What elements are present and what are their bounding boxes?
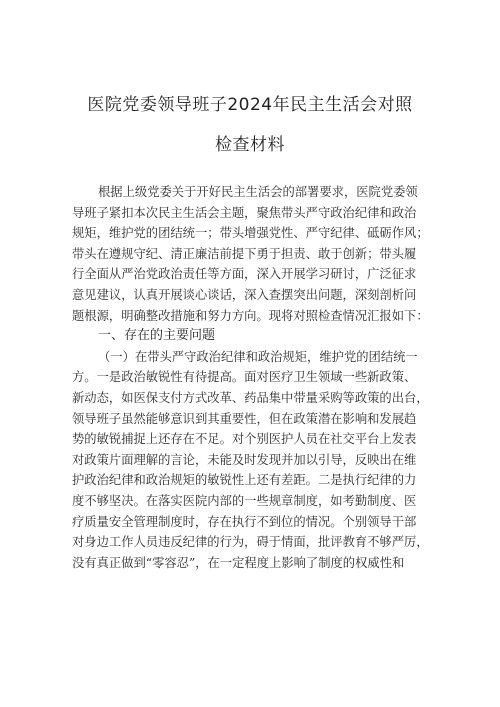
section-line: 没有真正做到“零容忍”，在一定程度上影响了制度的权威性和 [72, 555, 405, 570]
section-line: 领导班子虽然能够意识到其重要性，但在政策潜在影响和发展趋 [72, 411, 417, 426]
document-title-line1: 医院党委领导班子2024年民主生活会对照 [87, 95, 413, 115]
section-line: 度不够坚决。在落实医院内部的一些规章制度，如考勤制度、医 [72, 493, 417, 508]
intro-line: 根据上级党委关于开好民主生活会的部署要求，医院党委领 [98, 185, 418, 199]
section-line: 势的敏锐捕捉上还存在不足。对个别医护人员在社交平台上发表 [72, 432, 417, 447]
section-line: （一）在带头严守政治纪律和政治规矩，维护党的团结统一 [98, 349, 418, 364]
section-heading: 一、存在的主要问题 [98, 328, 216, 344]
intro-line: 带头在遵规守纪、清正廉洁前提下勇于担责、敢于创新；带头履 [72, 246, 417, 261]
document-title-line2: 检查材料 [215, 135, 285, 155]
section-line: 对身边工作人员违反纪律的行为，碍于情面，批评教育不够严厉， [72, 535, 429, 550]
intro-line: 规矩，维护党的团结统一；带头增强党性、严守纪律、砥砺作风； [72, 226, 429, 241]
intro-line: 行全面从严治党政治责任等方面，深入开展学习研讨，广泛征求 [72, 267, 417, 282]
intro-line: 导班子紧扣本次民主生活会主题，聚焦带头严守政治纪律和政治 [72, 205, 417, 220]
section-line: 护政治纪律和政治规矩的敏锐性上还有差距。二是执行纪律的力 [72, 473, 417, 488]
section-line: 新动态，如医保支付方式改革、药品集中带量采购等政策的出台， [72, 390, 429, 405]
section-line: 方。一是政治敏锐性有待提高。面对医疗卫生领域一些新政策、 [72, 370, 417, 385]
section-line: 对政策片面理解的言论，未能及时发现并加以引导，反映出在维 [72, 452, 417, 467]
section-line: 疗质量安全管理制度时，存在执行不到位的情况。个别领导干部 [72, 514, 417, 529]
intro-line: 意见建议，认真开展谈心谈话，深入查摆突出问题，深刻剖析问 [72, 287, 417, 302]
document-body [72, 182, 432, 573]
intro-line: 题根源，明确整改措施和努力方向。现将对照检查情况汇报如下： [72, 308, 429, 323]
